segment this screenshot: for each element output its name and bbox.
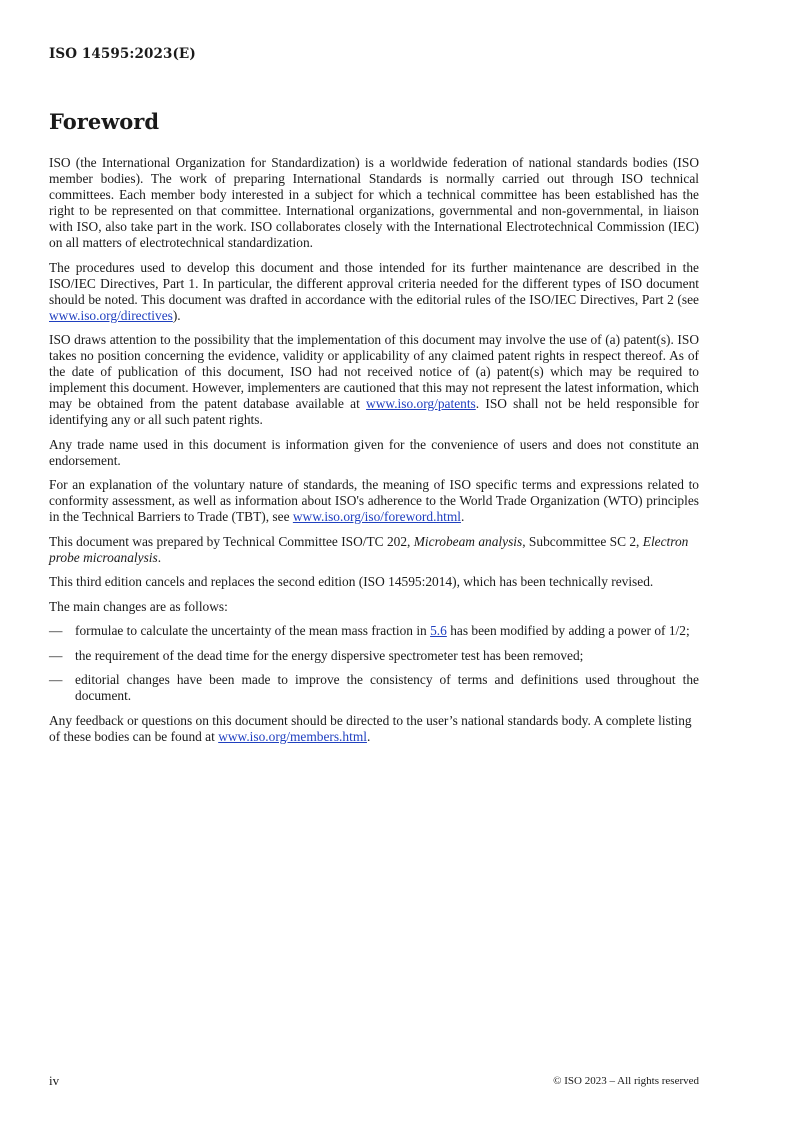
change-item-3-text: editorial changes have been made to improve the consistency of terms and definitions used throughout the document. <box>75 672 699 703</box>
paragraph-feedback-end: . <box>366 728 371 744</box>
paragraph-procedures <box>49 260 699 324</box>
paragraph-feedback <box>49 713 699 745</box>
document-identifier: ISO 14595:2023(E) <box>49 46 196 62</box>
committee-title: Microbeam analysis <box>413 533 523 549</box>
paragraph-procedures-end: ). <box>172 307 181 323</box>
list-item <box>49 648 699 664</box>
paragraph-voluntary-nature-text: For an explanation of the voluntary nature of standards, the meaning of ISO specific terms and expressions related to conformity assessment, as well as information about ISO's adherence to the World Trade Organization (WTO) principles in the Technical Barriers to Trade (TBT), see <box>49 477 699 524</box>
clause-5-6-link[interactable]: 5.6 <box>430 623 447 638</box>
paragraph-committee <box>49 534 699 566</box>
paragraph-iso-intro: ISO (the International Organization for Standardization) is a worldwide federation of national standards bodies (ISO member bodies). The work of preparing International Standards is normally carried out through ISO technical committees. Each member body interested in a subject for which a technical committee has been established has the right to be represented on that committee. International organizations, governmental and non-governmental, in liaison with ISO, also take part in the work. ISO collaborates closely with the International Electrotechnical Commission (IEC) on all matters of electrotechnical standardization. <box>49 155 699 250</box>
dash-marker: — <box>49 672 63 687</box>
paragraph-committee-text: This document was prepared by Technical Committee ISO/TC 202, <box>49 533 414 549</box>
paragraph-feedback-text: Any feedback or questions on this document should be directed to the user’s national standards body. A complete listing of these bodies can be found at <box>49 712 692 744</box>
list-item <box>49 623 699 639</box>
members-link[interactable]: www.iso.org/members.html <box>218 728 367 744</box>
page-number: iv <box>49 1073 60 1088</box>
changes-list <box>49 623 699 704</box>
change-item-2-text: the requirement of the dead time for the energy dispersive spectrometer test has been removed; <box>75 647 584 663</box>
paragraph-committee-mid: , Subcommittee SC 2, <box>522 533 643 549</box>
paragraph-voluntary-nature-end: . <box>461 509 465 524</box>
paragraph-changes-intro: The main changes are as follows: <box>49 598 228 614</box>
paragraph-edition: This third edition cancels and replaces the second edition (ISO 14595:2014), which has been technically revised. <box>49 574 654 589</box>
copyright-notice: © ISO 2023 – All rights reserved <box>553 1075 699 1087</box>
paragraph-patents <box>49 332 699 428</box>
subcommittee-title: Electron probe microanalysis <box>49 533 689 565</box>
foreword-link[interactable]: www.iso.org/iso/foreword.html <box>292 509 461 524</box>
list-item <box>49 672 699 704</box>
change-item-1-end: has been modified by adding a power of 1/2; <box>446 623 690 638</box>
change-item-1-text: formulae to calculate the uncertainty of the mean mass fraction in <box>75 623 431 638</box>
paragraph-voluntary-nature <box>49 477 699 525</box>
paragraph-trade-name: Any trade name used in this document is information given for the convenience of users and does not constitute an endorsement. <box>49 436 699 468</box>
paragraph-patents-text: ISO draws attention to the possibility that the implementation of this document may involve the use of (a) patent(s). ISO takes no position concerning the evidence, validity or applicability of any claimed patent rights in respect thereof. As of the date of publication of this document, ISO had not received notice of (a) patent(s) which may be required to implement this document. However, implementers are cautioned that this may not represent the latest information, which may be obtained from the patent database available at <box>49 332 699 411</box>
directives-link[interactable]: www.iso.org/directives <box>49 307 173 323</box>
dash-marker: — <box>49 623 63 638</box>
paragraph-procedures-text: The procedures used to develop this document and those intended for its further maintenance are described in the ISO/IEC Directives, Part 1. In particular, the different approval criteria needed for the different types of ISO document should be noted. This document was drafted in accordance with the editorial rules of the ISO/IEC Directives, Part 2 (see <box>49 259 699 307</box>
dash-marker: — <box>49 647 63 663</box>
paragraph-patents-end: . ISO shall not be held responsible for identifying any or all such patent rights. <box>49 396 699 427</box>
foreword-body <box>49 155 699 753</box>
patents-link[interactable]: www.iso.org/patents <box>366 396 476 411</box>
section-title: Foreword <box>49 109 160 134</box>
paragraph-committee-end: . <box>157 549 162 565</box>
